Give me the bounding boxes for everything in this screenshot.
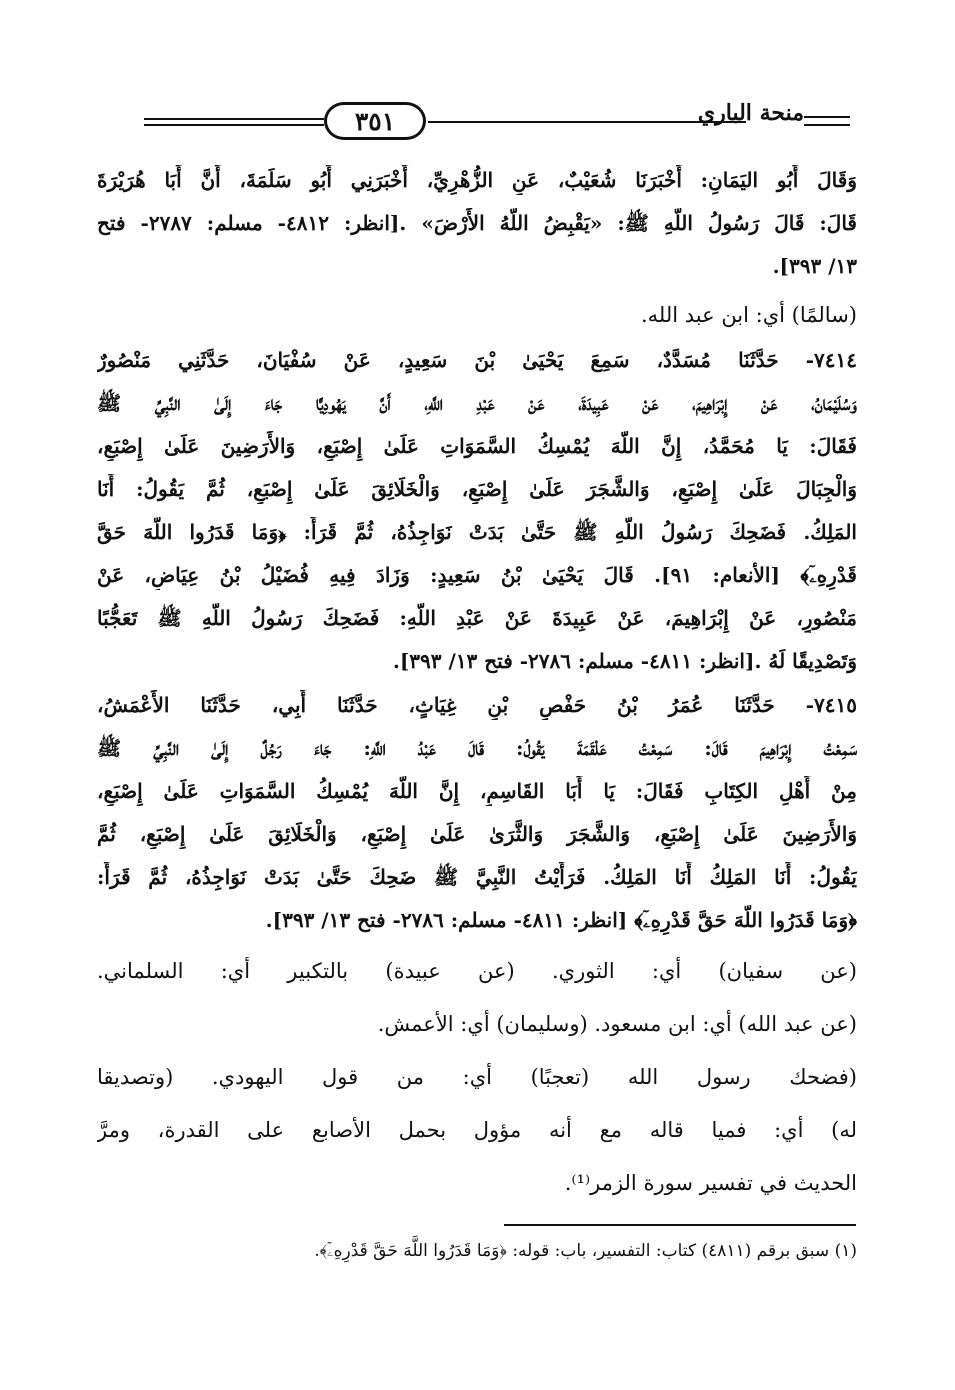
hadith-line: مِنْ أَهْلِ الكِتَابِ فَقَالَ: يَا أَبَا القَاسِمِ، إِنَّ اللَّهَ يُمْسِكُ السَّمَوَاتِ عَلَىٰ إِصْبَعٍ،	[97, 779, 857, 803]
commentary-line: (فضحك رسول الله (تعجبًا) أي: من قول اليهودي. (وتصديقا	[97, 1065, 857, 1089]
commentary-line: (سالمًا) أي: ابن عبد الله.	[640, 303, 857, 327]
hadith-line: ١٣/ ٣٩٣].	[772, 254, 857, 278]
commentary-line: له) أي: فميا قاله مع أنه مؤول بحمل الأصابع على القدرة، ومرَّ	[97, 1118, 857, 1142]
hadith-line: يَقُولُ: أَنَا المَلِكُ أَنَا المَلِكُ. فَرَأَيْتُ النَّبِيَّ ﷺ ضَحِكَ حَتَّىٰ بَدَتْ نَوَاجِذُهُ، ثُمَّ قَرَأَ:	[97, 865, 857, 889]
page-header	[140, 94, 852, 144]
hadith-line: ٧٤١٥- حَدَّثَنَا عُمَرُ بْنُ حَفْصِ بْنِ غِيَاثٍ، حَدَّثَنَا أَبِي، حَدَّثَنَا الأَعْمَشُ،	[97, 693, 857, 717]
commentary-line: الحديث في تفسير سورة الزمر⁽¹⁾.	[564, 1171, 857, 1195]
hadith-line: ٧٤١٤- حَدَّثَنَا مُسَدَّدٌ، سَمِعَ يَحْيَىٰ بْنَ سَعِيدٍ، عَنْ سُفْيَانَ، حَدَّثَنِي مَنْصُورٌ	[97, 348, 857, 372]
hadith-line: وَالْجِبَالَ عَلَىٰ إِصْبَعٍ، وَالشَّجَرَ عَلَىٰ إِصْبَعٍ، وَالْخَلَائِقَ عَلَىٰ إِصْبَعٍ، ثُمَّ يَقُولُ: أَنَا	[97, 477, 857, 501]
footnote: (١) سبق برقم (٤٨١١) كتاب: التفسير، باب: قوله: ﴿وَمَا قَدَرُوا اللَّهَ حَقَّ قَدْرِهِۦٓ﴾.	[314, 1241, 857, 1261]
page-number: ٣٥١	[324, 102, 426, 140]
hadith-line: وَسُلَيْمَانُ، عَنْ إِبْرَاهِيمَ، عَنْ عَبِيدَةَ، عَنْ عَبْدِ اللَّهِ، أَنَّ يَهُودِيًّا جَاءَ إِلَىٰ النَّبِيِّ ﷺ	[97, 391, 857, 415]
hadith-line: ﴿وَمَا قَدَرُوا اللَّهَ حَقَّ قَدْرِهِۦٓ﴾ [انظر: ٤٨١١- مسلم: ٢٧٨٦- فتح ١٣/ ٣٩٣].	[265, 908, 857, 932]
hadith-line: قَدْرِهِۦٓ﴾ [الأنعام: ٩١]. قَالَ يَحْيَىٰ بْنُ سَعِيدٍ: وَزَادَ فِيهِ فُضَيْلُ بْنُ عِيَاضٍ، عَنْ	[97, 563, 857, 587]
hadith-line: وَالأَرَضِينَ عَلَىٰ إِصْبَعٍ، وَالشَّجَرَ وَالثَّرَىٰ عَلَىٰ إِصْبَعٍ، وَالْخَلَائِقَ عَلَىٰ إِصْبَعٍ، ثُمَّ	[97, 822, 857, 846]
header-rule	[144, 118, 324, 120]
hadith-line: وَقَالَ أَبُو اليَمَانِ: أَخْبَرَنَا شُعَيْبٌ، عَنِ الزُّهْرِيِّ، أَخْبَرَنِي أَبُو سَلَمَةَ، أَنَّ أَبَا هُرَيْرَةَ	[97, 168, 857, 192]
hadith-line: قَالَ: قَالَ رَسُولُ اللَّهِ ﷺ: «يَقْبِضُ اللَّهُ الأَرْضَ» .[انظر: ٤٨١٢- مسلم: ٢٧٨٧- فتح	[97, 211, 857, 235]
hadith-line: وَتَصْدِيقًا لَهُ .[انظر: ٤٨١١- مسلم: ٢٧٨٦- فتح ١٣/ ٣٩٣].	[392, 649, 857, 673]
hadith-line: فَقَالَ: يَا مُحَمَّدُ، إِنَّ اللَّهَ يُمْسِكُ السَّمَوَاتِ عَلَىٰ إِصْبَعٍ، وَالأَرَضِينَ عَلَىٰ إِصْبَعٍ،	[97, 434, 857, 458]
book-title: منحة الباري	[697, 100, 804, 126]
commentary-line: (عن سفيان) أي: الثوري. (عن عبيدة) بالتكبير أي: السلماني.	[97, 959, 857, 983]
hadith-line: سَمِعْتُ إِبْرَاهِيمَ قَالَ: سَمِعْتُ عَلْقَمَةَ يَقُولُ: قَالَ عَبْدُ اللَّهِ: جَاءَ رَجُلٌ إِلَىٰ النَّبِيِّ ﷺ	[97, 736, 857, 760]
hadith-line: المَلِكُ. فَضَحِكَ رَسُولُ اللَّهِ ﷺ حَتَّىٰ بَدَتْ نَوَاجِذُهُ، ثُمَّ قَرَأَ: ﴿وَمَا قَدَرُوا اللَّهَ حَقَّ	[97, 520, 857, 544]
commentary-line: (عن عبد الله) أي: ابن مسعود. (وسليمان) أي: الأعمش.	[377, 1012, 857, 1036]
header-rule	[804, 124, 850, 126]
hadith-line: مَنْصُورٍ، عَنْ إِبْرَاهِيمَ، عَنْ عَبِيدَةَ عَنْ عَبْدِ اللَّهِ: فَضَحِكَ رَسُولُ اللَّهِ ﷺ تَعَجُّبًا	[97, 606, 857, 630]
header-rule	[804, 116, 850, 118]
footnote-separator	[504, 1224, 856, 1226]
header-rule	[144, 124, 324, 126]
